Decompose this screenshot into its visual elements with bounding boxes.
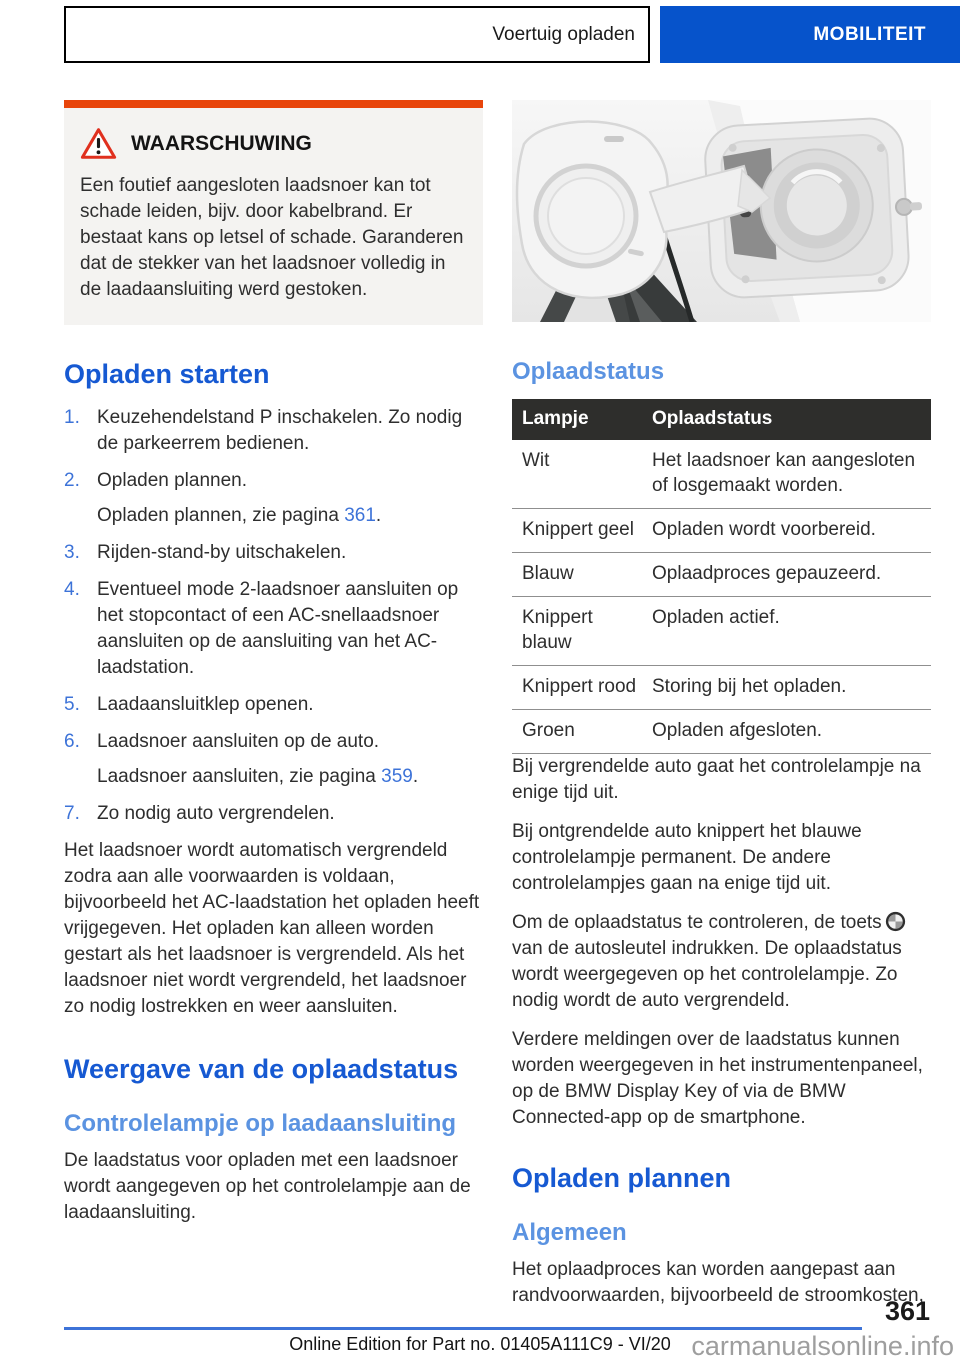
table-row [512,509,931,553]
step-item [64,729,483,790]
column-header-oplaadstatus: Oplaadstatus [642,399,931,440]
step-text: Zo nodig auto vergrendelen. [97,803,335,824]
step-note [97,764,483,790]
step-number: 7. [64,803,80,824]
lamp-cell: Groen [512,710,642,754]
table-row [512,553,931,597]
table-header-row [512,399,931,440]
lamp-cell: Knippert blauw [512,597,642,666]
status-paragraph-more: Verdere meldingen over de laadstatus kunnen worden weergegeven in het instrumentenpaneel, op de BMW Display Key of via de BMW Connected-app op de smartphone. [512,1029,923,1128]
status-cell: Het laadsnoer kan aangesloten of losgemaakt worden. [642,440,931,509]
subsection-title-oplaadstatus: Oplaadstatus [512,358,665,385]
status-cell: Opladen wordt voorbereid. [642,509,931,553]
step-text: Keuzehendelstand P inschakelen. Zo nodig de parkeerrem bedienen. [97,407,463,454]
page-link-359[interactable]: 359 [381,766,413,787]
step-note-text: Opladen plannen, zie pagina [97,505,345,526]
bmw-roundel-icon [885,911,906,932]
key-paragraph-before: Om de oplaadstatus te controleren, de toets [512,912,882,933]
table-row [512,597,931,666]
page-header [64,6,960,63]
section-title-weergave: Weergave van de oplaadstatus [64,1054,459,1084]
left-column [64,100,483,1322]
footer-divider-line [64,1327,862,1330]
lamp-cell: Wit [512,440,642,509]
key-paragraph-after: van de autosleutel indrukken. De oplaadstatus wordt weergegeven op het controlelampje. Zo nodig wordt de auto vergrendeld. [512,938,902,1011]
subsection-title-controlelampje: Controlelampje op laadaansluiting [64,1110,457,1137]
section-title-opladen-starten: Opladen starten [64,359,270,389]
step-item [64,540,483,566]
status-paragraph-key [512,910,931,1014]
step-number: 3. [64,542,80,563]
open-flap [517,122,668,298]
step-text: Laadsnoer aansluiten op de auto. [97,731,380,752]
step-number: 1. [64,407,80,428]
header-chapter-bar [660,6,960,63]
step-number: 5. [64,694,80,715]
section-title-opladen-plannen: Opladen plannen [512,1163,732,1193]
step-text: Laadaansluitklep openen. [97,694,314,715]
status-cell: Opladen afgesloten. [642,710,931,754]
page-number: 361 [884,1296,930,1326]
charging-flap-photo [512,100,931,322]
step-number: 2. [64,470,80,491]
step-note [97,503,483,529]
edition-note: Online Edition for Part no. 01405A111C9 - VI/20 [289,1334,671,1354]
step-item [64,577,483,681]
subsection-title-algemeen: Algemeen [512,1219,627,1246]
page-link-361[interactable]: 361 [344,505,376,526]
lamp-cell: Knippert rood [512,666,642,710]
warning-box [64,100,483,325]
status-cell: Storing bij het opladen. [642,666,931,710]
page-body [64,100,931,1322]
step-text: Opladen plannen. [97,470,248,491]
lamp-cell: Knippert geel [512,509,642,553]
step-text: Eventueel mode 2-laadsnoer aansluiten op het stopcontact of een AC-snellaadsnoer aansluiten op de aansluiting van het AC-laadstation. [97,579,459,678]
step-number: 4. [64,579,80,600]
step-number: 6. [64,731,80,752]
step-item [64,405,483,457]
start-steps-list [64,405,483,827]
warning-text: Een foutief aangesloten laadsnoer kan tot schade leiden, bijv. door kabelbrand. Er bestaat kans op letsel of schade. Garanderen dat de stekker van het laadsnoer volledig in de laadaansluiting werd gestoken. [80,175,464,300]
status-table [512,399,931,754]
lock-paragraph: Het laadsnoer wordt automatisch vergrendeld zodra aan alle voorwaarden is voldaan, bijvoorbeeld het AC-laadstation het opladen heeft vrijgegeven. Het opladen kan alleen worden gestart als het laadsnoer is vergrendeld. Als het laadsnoer niet wordt vergrendeld, het laadsnoer zo nodig lostrekken en weer aansluiten. [64,840,480,1017]
lamp-cell: Blauw [512,553,642,597]
status-paragraph-locked: Bij vergrendelde auto gaat het controlelampje na enige tijd uit. [512,756,921,803]
right-column [512,100,931,1322]
table-row [512,666,931,710]
watermark: carmanualsonline.info [691,1331,954,1361]
display-paragraph: De laadstatus voor opladen met een laadsnoer wordt aangegeven op het controlelampje aan de laadaansluiting. [64,1150,471,1223]
warning-title: WAARSCHUWING [131,131,312,155]
step-item [64,468,483,529]
plan-paragraph: Het oplaadproces kan worden aangepast aan randvoorwaarden, bijvoorbeeld de stroomkosten, [512,1259,924,1306]
step-text: Rijden-stand-by uitschakelen. [97,542,347,563]
step-note-text: Laadsnoer aansluiten, zie pagina [97,766,382,787]
table-row [512,710,931,754]
step-item [64,801,483,827]
status-cell: Opladen actief. [642,597,931,666]
header-section-label: Voertuig opladen [492,23,635,45]
step-note-suffix: . [375,505,382,526]
header-section-box [64,6,650,63]
column-header-lampje: Lampje [512,399,642,440]
status-paragraph-unlocked: Bij ontgrendelde auto knippert het blauwe controlelampje permanent. De andere controlelampjes gaan na enige tijd uit. [512,821,862,894]
warning-triangle-icon [80,127,117,160]
step-note-suffix: . [412,766,419,787]
table-row [512,440,931,509]
step-item [64,692,483,718]
header-chapter-label: MOBILITEIT [813,23,926,45]
status-cell: Oplaadproces gepauzeerd. [642,553,931,597]
warning-title-row [80,127,467,160]
